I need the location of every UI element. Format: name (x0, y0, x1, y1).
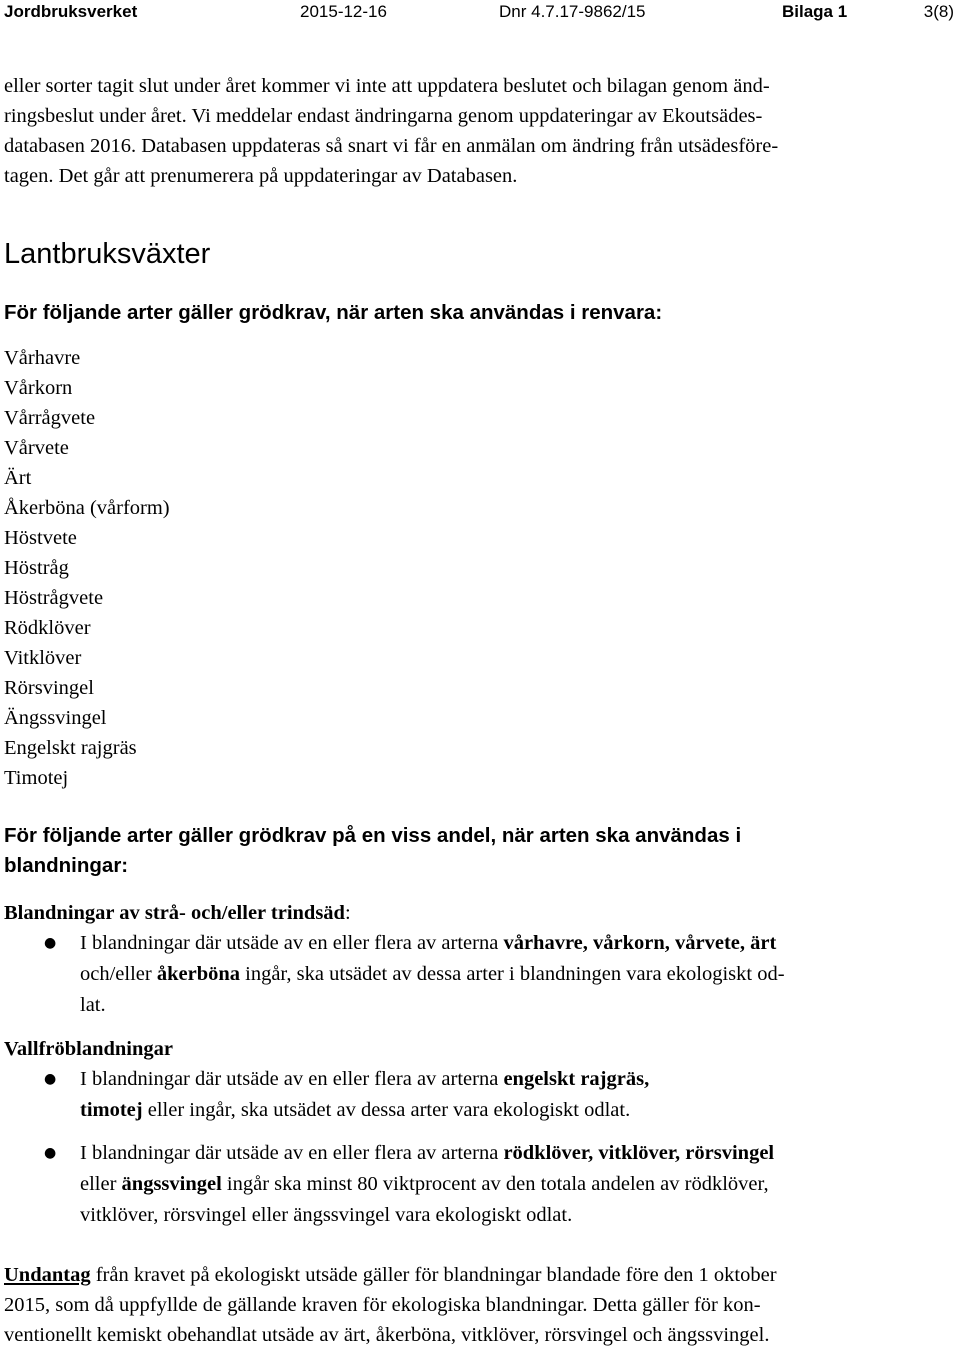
bullet-text-bold: åkerböna (156, 963, 240, 985)
bullet-text-bold: vårhavre, vårkorn, vårvete, ärt (503, 932, 777, 954)
bullet-text-part: eller ingår, ska utsädet av dessa arter vara ekologiskt odlat. (142, 1099, 631, 1121)
species-item: Ängssvingel (4, 707, 107, 729)
heading-blandningar-line: För följande arter gäller grödkrav på en viss andel, när arten ska användas i (4, 824, 742, 847)
exception-text: 2015, som då uppfyllde de gällande kraven för ekologiska blandningar. Detta gäller för kon- (4, 1294, 761, 1316)
header-organization: Jordbruksverket (4, 2, 138, 21)
species-item: Rörsvingel (4, 677, 94, 699)
heading-renvara: För följande arter gäller grödkrav, när arten ska användas i renvara: (4, 301, 663, 324)
subheading-vallfro (4, 1034, 952, 1064)
bullet-text-part: I blandningar där utsäde av en eller flera av arterna (80, 932, 504, 954)
bullet-text-part: och/eller (80, 963, 157, 985)
species-item: Vitklöver (4, 647, 82, 669)
bullet-text (80, 1138, 952, 1231)
species-item: Åkerböna (vårform) (4, 497, 170, 519)
species-item: Höstråg (4, 557, 69, 579)
bullet-text-part: I blandningar där utsäde av en eller flera av arterna (80, 1142, 504, 1164)
section-title: Lantbruksväxter (4, 238, 211, 270)
heading-blandningar-line: blandningar: (4, 854, 129, 877)
subheading-strasad-label: Blandningar av strå- och/eller trindsäd (4, 902, 345, 924)
species-item: Höstrågvete (4, 587, 104, 609)
species-item: Höstvete (4, 527, 77, 549)
bullet-icon: ● (44, 1071, 57, 1087)
page-header (4, 0, 956, 24)
bullet-text (80, 928, 952, 1021)
exception-text: ventionellt kemiskt obehandlat utsäde av ärt, åkerböna, vitklöver, rörsvingel och ängssvingel. (4, 1324, 770, 1346)
species-item: Ärt (4, 467, 32, 489)
bullet-text-bold: engelskt rajgräs, (503, 1068, 650, 1090)
species-item: Vårrågvete (4, 407, 96, 429)
bullet-icon: ● (44, 1145, 57, 1161)
species-item: Vårhavre (4, 347, 81, 369)
header-reference-number: Dnr 4.7.17-9862/15 (499, 2, 646, 21)
subheading-vallfro-label: Vallfröblandningar (4, 1038, 173, 1060)
bullet-icon: ● (44, 935, 57, 951)
bullet-text-part: lat. (80, 994, 106, 1016)
exception-keyword: Undantag (4, 1264, 91, 1286)
header-page-number: 3(8) (923, 2, 954, 21)
exception-text: från kravet på ekologiskt utsäde gäller för blandningar blandade före den 1 oktober (90, 1264, 777, 1286)
bullet-text-bold: timotej (80, 1099, 143, 1121)
species-list (4, 343, 952, 793)
bullet-text-part: I blandningar där utsäde av en eller flera av arterna (80, 1068, 504, 1090)
intro-line: ringsbeslut under året. Vi meddelar endast ändringarna genom uppdateringar av Ekoutsädes- (4, 105, 763, 127)
header-attachment-label: Bilaga 1 (782, 2, 848, 21)
species-item: Rödklöver (4, 617, 91, 639)
intro-line: databasen 2016. Databasen uppdateras så snart vi får en anmälan om ändring från utsädesföre- (4, 135, 779, 157)
subheading-colon: : (344, 902, 351, 924)
bullet-text-bold: rödklöver, vitklöver, rörsvingel (503, 1142, 775, 1164)
bullet-text (80, 1064, 952, 1126)
heading-blandningar (4, 821, 952, 881)
species-item: Timotej (4, 767, 69, 789)
header-date: 2015-12-16 (300, 2, 387, 21)
bullet-text-part: ingår ska minst 80 viktprocent av den totala andelen av rödklöver, (221, 1173, 769, 1195)
intro-line: eller sorter tagit slut under året kommer vi inte att uppdatera beslutet och bilagan genom änd- (4, 75, 770, 97)
bullet-text-bold: ängssvingel (121, 1173, 222, 1195)
species-item: Vårvete (4, 437, 69, 459)
bullet-text-part: eller (80, 1173, 122, 1195)
subheading-strasad (4, 898, 952, 928)
bullet-text-part: ingår, ska utsädet av dessa arter i blandningen vara ekologiskt od- (240, 963, 785, 985)
species-item: Engelskt rajgräs (4, 737, 137, 759)
species-item: Vårkorn (4, 377, 73, 399)
bullet-text-part: vitklöver, rörsvingel eller ängssvingel vara ekologiskt odlat. (80, 1204, 573, 1226)
intro-line: tagen. Det går att prenumerera på uppdateringar av Databasen. (4, 165, 518, 187)
intro-paragraph (4, 71, 952, 191)
exception-paragraph (4, 1260, 952, 1350)
